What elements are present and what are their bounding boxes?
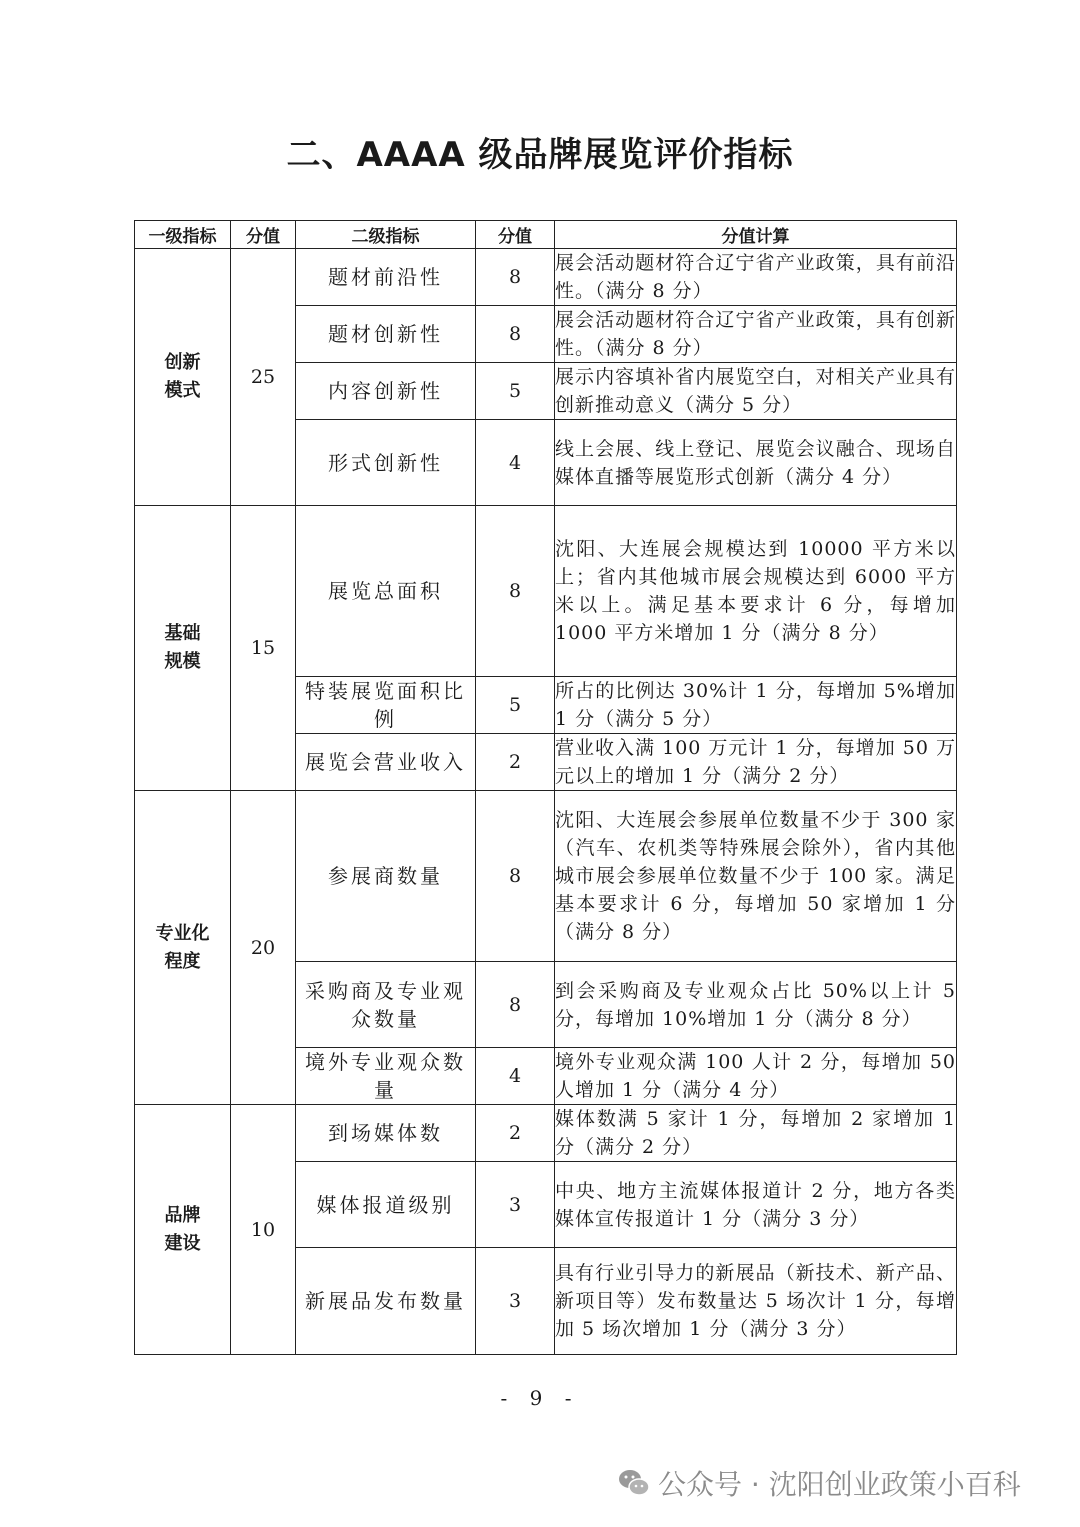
secondary-indicator: 参展商数量	[296, 791, 476, 962]
secondary-indicator: 媒体报道级别	[296, 1162, 476, 1248]
secondary-score: 8	[476, 306, 555, 363]
primary-score: 20	[231, 791, 296, 1105]
score-calculation: 线上会展、线上登记、展览会议融合、现场自媒体直播等展览形式创新（满分 4 分）	[555, 420, 957, 506]
secondary-score: 2	[476, 1105, 555, 1162]
primary-score: 25	[231, 249, 296, 506]
secondary-score: 8	[476, 791, 555, 962]
watermark-text: 公众号 · 沈阳创业政策小百科	[658, 1468, 1021, 1501]
header-secondary-score: 分值	[476, 221, 555, 249]
header-score-calculation: 分值计算	[555, 221, 957, 249]
score-calculation: 展会活动题材符合辽宁省产业政策，具有创新性。（满分 8 分）	[555, 306, 957, 363]
secondary-score: 8	[476, 249, 555, 306]
secondary-indicator: 到场媒体数	[296, 1105, 476, 1162]
secondary-score: 4	[476, 1048, 555, 1105]
table-row	[135, 791, 957, 962]
header-secondary-indicator: 二级指标	[296, 221, 476, 249]
table-header-row	[135, 221, 957, 249]
score-calculation: 展示内容填补省内展览空白，对相关产业具有创新推动意义（满分 5 分）	[555, 363, 957, 420]
secondary-score: 4	[476, 420, 555, 506]
primary-indicator-scale	[135, 506, 231, 791]
primary-score: 10	[231, 1105, 296, 1355]
secondary-score: 2	[476, 734, 555, 791]
primary-indicator-label: 品牌 建设	[164, 1204, 201, 1254]
score-calculation: 境外专业观众满 100 人计 2 分，每增加 50 人增加 1 分（满分 4 分）	[555, 1048, 957, 1105]
secondary-indicator: 采购商及专业观众数量	[296, 962, 476, 1048]
primary-score: 15	[231, 506, 296, 791]
score-calculation: 沈阳、大连展会规模达到 10000 平方米以上；省内其他城市展会规模达到 6000 平方米以上。满足基本要求计 6 分，每增加 1000 平方米增加 1 分（满分 8 分）	[555, 506, 957, 677]
secondary-indicator: 特装展览面积比例	[296, 677, 476, 734]
secondary-score: 3	[476, 1162, 555, 1248]
secondary-score: 5	[476, 677, 555, 734]
table-row	[135, 249, 957, 306]
score-calculation: 具有行业引导力的新展品（新技术、新产品、新项目等）发布数量达 5 场次计 1 分，每增加 5 场次增加 1 分（满分 3 分）	[555, 1248, 957, 1355]
secondary-indicator: 内容创新性	[296, 363, 476, 420]
secondary-indicator: 题材创新性	[296, 306, 476, 363]
header-primary-score: 分值	[231, 221, 296, 249]
score-calculation: 营业收入满 100 万元计 1 分，每增加 50 万元以上的增加 1 分（满分 2 分）	[555, 734, 957, 791]
primary-indicator-professionalism	[135, 791, 231, 1105]
primary-indicator-label: 创新 模式	[164, 352, 201, 401]
score-calculation: 沈阳、大连展会参展单位数量不少于 300 家（汽车、农机类等特殊展会除外），省内其他城市展会参展单位数量不少于 100 家。满足基本要求计 6 分，每增加 50 家增加 1 分（满分 8 分）	[555, 791, 957, 962]
watermark	[618, 1460, 1021, 1506]
score-calculation: 展会活动题材符合辽宁省产业政策，具有前沿性。（满分 8 分）	[555, 249, 957, 306]
secondary-score: 3	[476, 1248, 555, 1355]
primary-indicator-label: 基础 规模	[164, 623, 201, 672]
primary-indicator-brand	[135, 1105, 231, 1355]
secondary-score: 8	[476, 506, 555, 677]
evaluation-table	[134, 220, 957, 1355]
secondary-indicator: 题材前沿性	[296, 249, 476, 306]
secondary-indicator: 境外专业观众数量	[296, 1048, 476, 1105]
score-calculation: 中央、地方主流媒体报道计 2 分，地方各类媒体宣传报道计 1 分（满分 3 分）	[555, 1162, 957, 1248]
secondary-indicator: 展览总面积	[296, 506, 476, 677]
secondary-indicator: 展览会营业收入	[296, 734, 476, 791]
score-calculation: 所占的比例达 30%计 1 分，每增加 5%增加 1 分（满分 5 分）	[555, 677, 957, 734]
page-number: - 9 -	[500, 1386, 580, 1410]
secondary-indicator: 新展品发布数量	[296, 1248, 476, 1355]
header-primary-indicator: 一级指标	[135, 221, 231, 249]
secondary-score: 8	[476, 962, 555, 1048]
table-row	[135, 506, 957, 677]
wechat-icon	[618, 1468, 650, 1498]
primary-indicator-innovation	[135, 249, 231, 506]
primary-indicator-label: 专业化 程度	[155, 922, 210, 972]
table-row	[135, 1105, 957, 1162]
score-calculation: 媒体数满 5 家计 1 分，每增加 2 家增加 1 分（满分 2 分）	[555, 1105, 957, 1162]
secondary-score: 5	[476, 363, 555, 420]
page-title: 二、AAAA 级品牌展览评价指标	[286, 135, 794, 175]
secondary-indicator: 形式创新性	[296, 420, 476, 506]
score-calculation: 到会采购商及专业观众占比 50%以上计 5 分，每增加 10%增加 1 分（满分 8 分）	[555, 962, 957, 1048]
